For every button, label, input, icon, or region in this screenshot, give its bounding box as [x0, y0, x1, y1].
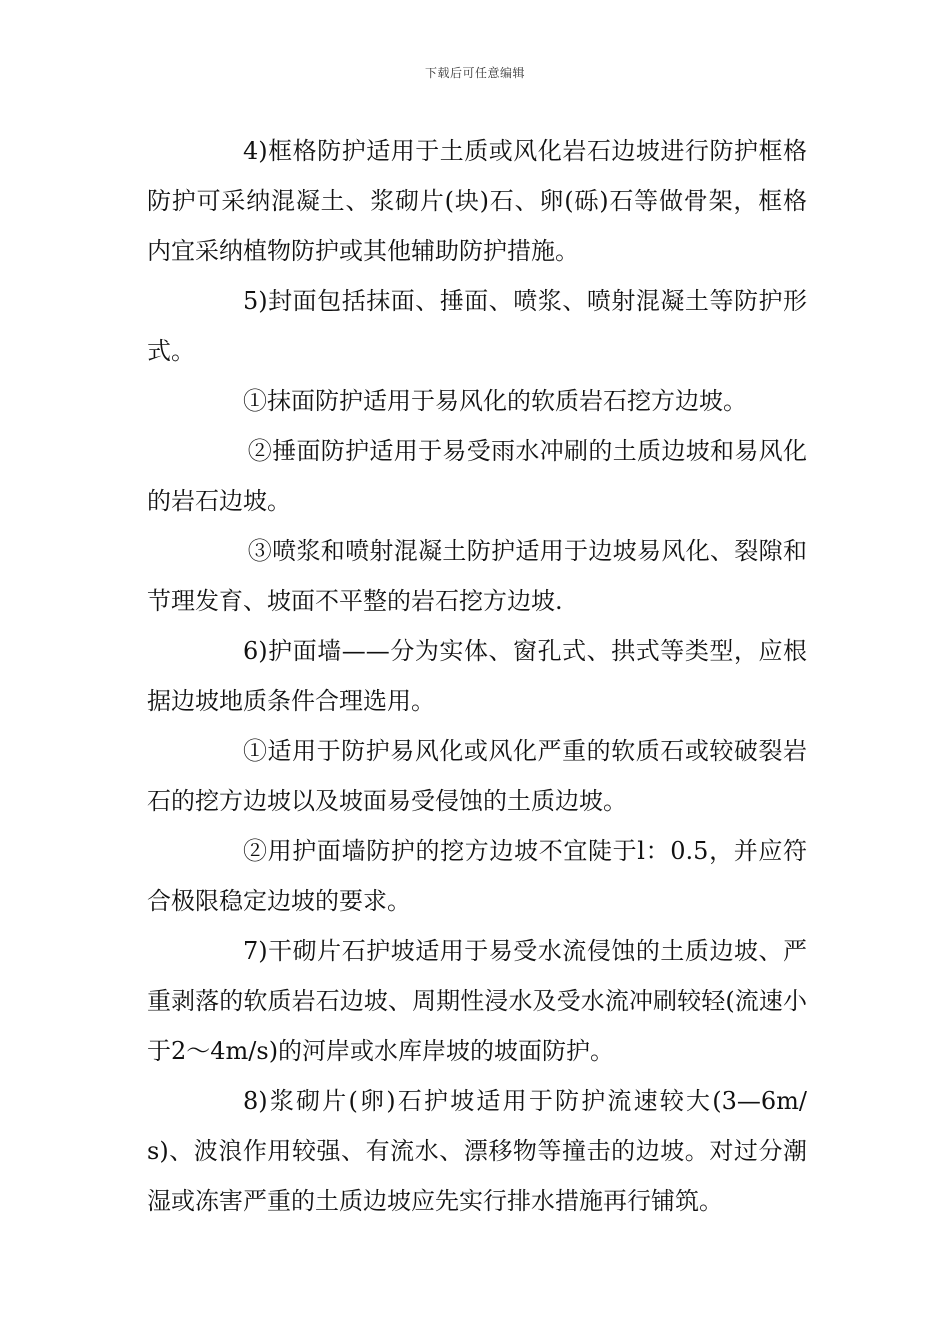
document-body	[147, 126, 807, 1226]
paragraph-7-dry-masonry: 7)干砌片石护坡适用于易受水流侵蚀的土质边坡、严重剥落的软质岩石边坡、周期性浸水及受水流冲刷较轻(流速小于2～4m/s)的河岸或水库岸坡的坡面防护。	[147, 937, 807, 1065]
paragraph-4-frame-protection: 4)框格防护适用于土质或风化岩石边坡进行防护框格防护可采纳混凝土、浆砌片(块)石、卵(砾)石等做骨架，框格内宜采纳植物防护或其他辅助防护措施。	[147, 137, 807, 265]
paragraph-5-item-2-tamping: ②捶面防护适用于易受雨水冲刷的土质边坡和易风化的岩石边坡。	[147, 437, 807, 515]
paragraph-8-mortar-masonry: 8)浆砌片(卵)石护坡适用于防护流速较大(3—6m/s)、波浪作用较强、有流水、漂移物等撞击的边坡。对过分潮湿或冻害严重的土质边坡应先实行排水措施再行铺筑。	[147, 1087, 807, 1215]
paragraph-6-retaining-wall: 6)护面墙——分为实体、窗孔式、拱式等类型，应根据边坡地质条件合理选用。	[147, 637, 807, 715]
page-header-note: 下载后可任意编辑	[424, 66, 525, 80]
paragraph-5-surface-sealing: 5)封面包括抹面、捶面、喷浆、喷射混凝土等防护形式。	[147, 287, 807, 365]
paragraph-5-item-1-plastering: ①抹面防护适用于易风化的软质岩石挖方边坡。	[243, 387, 747, 415]
paragraph-5-item-3-shotcrete: ③喷浆和喷射混凝土防护适用于边坡易风化、裂隙和节理发育、坡面不平整的岩石挖方边坡.	[147, 537, 807, 615]
paragraph-6-item-2: ②用护面墙防护的挖方边坡不宜陡于l：0.5，并应符合极限稳定边坡的要求。	[147, 837, 807, 915]
paragraph-6-item-1: ①适用于防护易风化或风化严重的软质石或较破裂岩石的挖方边坡以及坡面易受侵蚀的土质边坡。	[147, 737, 807, 815]
